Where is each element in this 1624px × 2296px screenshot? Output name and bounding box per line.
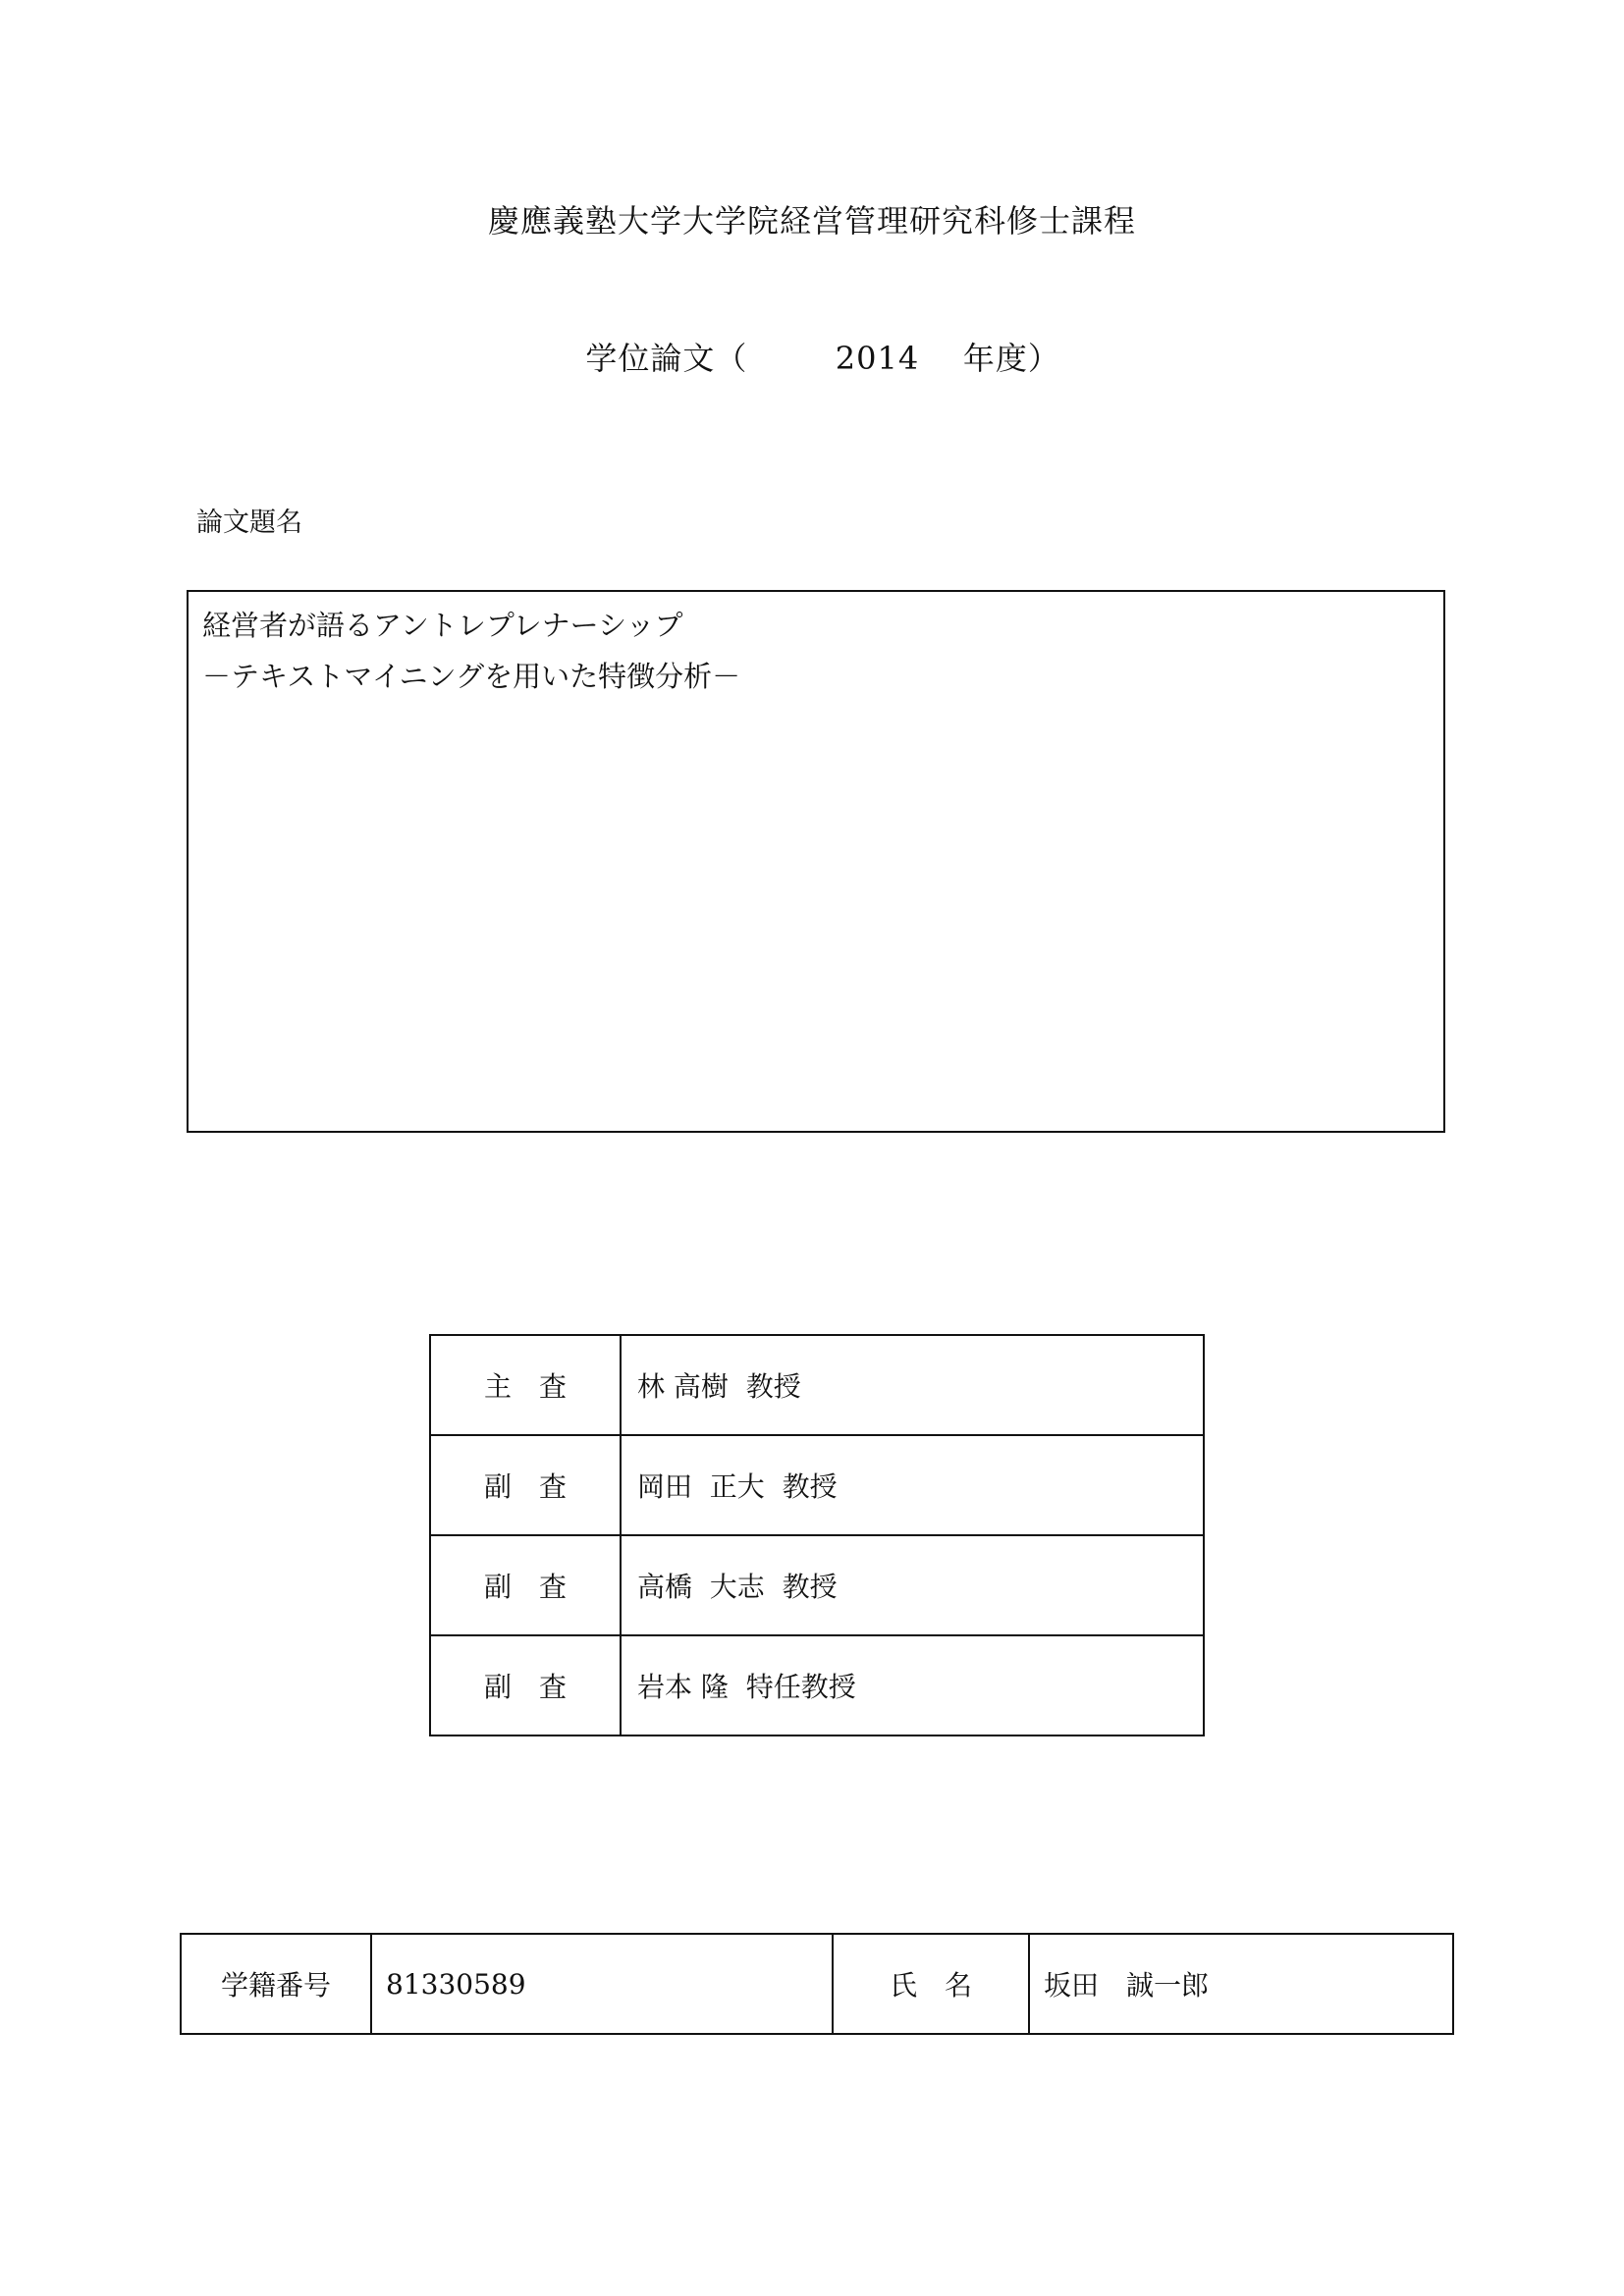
degree-suffix: 年度） (962, 340, 1060, 377)
thesis-subtitle-line-2: －テキストマイニングを用いた特徴分析－ (202, 660, 741, 693)
student-info-table (180, 1933, 1454, 2035)
reviewer-name: 林 高樹 教授 (621, 1335, 1204, 1435)
student-id-label: 学籍番号 (181, 1934, 371, 2034)
student-row (181, 1934, 1453, 2034)
university-heading: 慶應義塾大学大学院経営管理研究科修士課程 (487, 202, 1136, 240)
reviewer-role: 副 査 (430, 1535, 621, 1635)
student-name-label: 氏 名 (833, 1934, 1029, 2034)
reviewer-row (430, 1535, 1204, 1635)
reviewer-role: 副 査 (430, 1635, 621, 1735)
reviewer-role: 副 査 (430, 1435, 621, 1535)
reviewers-table (429, 1334, 1205, 1736)
thesis-title-box (187, 590, 1445, 1133)
reviewer-row (430, 1435, 1204, 1535)
student-id-value: 81330589 (371, 1934, 833, 2034)
reviewer-name: 岩本 隆 特任教授 (621, 1635, 1204, 1735)
student-name-value: 坂田 誠一郎 (1029, 1934, 1453, 2034)
thesis-title-line-1: 経営者が語るアントレプレナーシップ (202, 609, 683, 642)
reviewer-row (430, 1635, 1204, 1735)
degree-year: 2014 (835, 340, 920, 377)
degree-prefix: 学位論文（ (585, 340, 748, 377)
reviewer-role: 主 査 (430, 1335, 621, 1435)
degree-heading (0, 296, 1624, 379)
reviewer-name: 高橋 大志 教授 (621, 1535, 1204, 1635)
reviewer-name: 岡田 正大 教授 (621, 1435, 1204, 1535)
thesis-title-label: 論文題名 (196, 507, 302, 538)
reviewer-row (430, 1335, 1204, 1435)
